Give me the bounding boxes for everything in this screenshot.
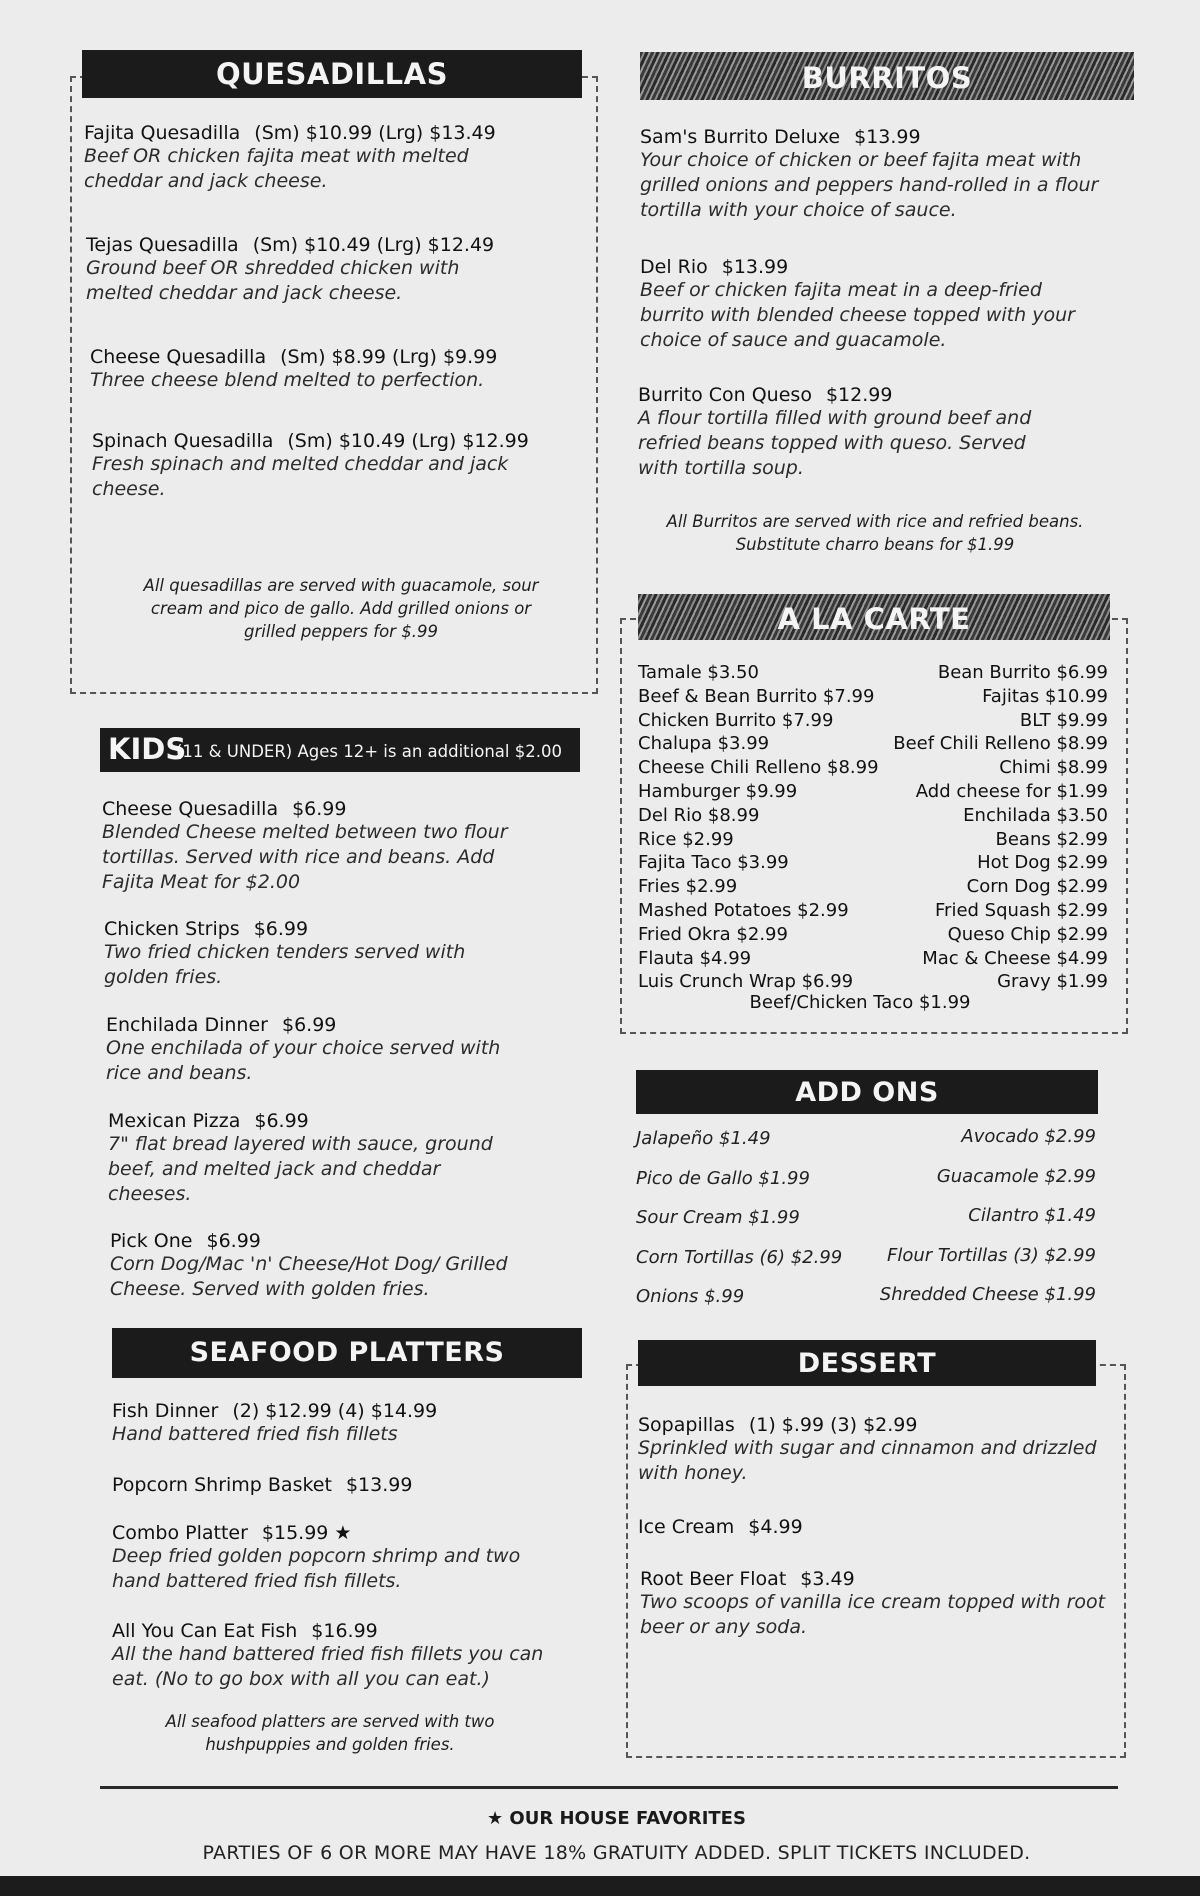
item-price: $16.99 xyxy=(311,1620,378,1642)
burritos-header: BURRITOS xyxy=(640,52,1134,100)
menu-item xyxy=(104,918,584,990)
menu-item xyxy=(102,798,582,895)
a-la-carte-item: Fries $2.99 xyxy=(638,876,738,898)
menu-item xyxy=(638,1414,1118,1486)
burritos-note: All Burritos are served with rice and refried beans. Substitute charro beans for $1.99 xyxy=(666,512,1084,554)
item-price: (2) $12.99 (4) $14.99 xyxy=(232,1400,438,1422)
a-la-carte-item: Fajitas $10.99 xyxy=(982,685,1108,707)
a-la-carte-item: Queso Chip $2.99 xyxy=(947,923,1108,945)
kids-title: KIDS xyxy=(108,732,187,766)
item-description: Two fried chicken tenders served with golden fries. xyxy=(104,941,466,988)
a-la-carte-item: Beef/Chicken Taco $1.99 xyxy=(749,992,971,1013)
item-price: $15.99 ★ xyxy=(261,1522,352,1544)
item-price: (1) $.99 (3) $2.99 xyxy=(748,1414,918,1436)
menu-item xyxy=(638,1516,1118,1538)
a-la-carte-item: Corn Dog $2.99 xyxy=(966,876,1108,898)
item-description: 7" flat bread layered with sauce, ground beef, and melted jack and cheddar cheeses. xyxy=(108,1133,493,1205)
item-name: Fajita Quesadilla xyxy=(84,122,241,144)
a-la-carte-item: Flauta $4.99 xyxy=(638,947,752,969)
dessert-header: DESSERT xyxy=(638,1340,1096,1386)
quesadillas-header: QUESADILLAS xyxy=(82,50,582,98)
add-on-item: Corn Tortillas (6) $2.99 xyxy=(636,1246,843,1268)
menu-item xyxy=(106,1014,586,1086)
item-description: Your choice of chicken or beef fajita meat with grilled onions and peppers hand-rolled in a flour tortilla with your choice of sauce. xyxy=(640,149,1099,221)
a-la-carte-header: A LA CARTE xyxy=(638,594,1110,640)
item-description: One enchilada of your choice served with rice and beans. xyxy=(106,1037,501,1084)
menu-item xyxy=(112,1474,592,1496)
add-on-item: Onions $.99 xyxy=(636,1286,745,1307)
a-la-carte-item: Fajita Taco $3.99 xyxy=(638,852,789,874)
menu-item xyxy=(90,346,590,393)
add-on-item: Flour Tortillas (3) $2.99 xyxy=(886,1244,1096,1266)
gratuity-notice: PARTIES OF 6 OR MORE MAY HAVE 18% GRATUITY ADDED. SPLIT TICKETS INCLUDED. xyxy=(202,1842,1031,1864)
item-price: $13.99 xyxy=(345,1474,413,1496)
item-price: $13.99 xyxy=(721,256,789,278)
a-la-carte-item: Chimi $8.99 xyxy=(999,757,1108,779)
menu-item xyxy=(86,234,586,306)
a-la-carte-item: Mac & Cheese $4.99 xyxy=(922,947,1108,969)
item-description: A flour tortilla filled with ground beef and refried beans topped with queso. Served with tortilla soup. xyxy=(638,407,1032,479)
a-la-carte-item: Add cheese for $1.99 xyxy=(915,781,1108,802)
add-on-item: Pico de Gallo $1.99 xyxy=(636,1167,810,1189)
a-la-carte-item: Chalupa $3.99 xyxy=(638,733,770,755)
item-name: Tejas Quesadilla xyxy=(86,234,239,256)
a-la-carte-item: Rice $2.99 xyxy=(638,828,734,850)
item-name: Mexican Pizza xyxy=(108,1110,241,1132)
item-description: All the hand battered fried fish fillets you can eat. (No to go box with all you can eat.) xyxy=(112,1643,544,1690)
item-name: Enchilada Dinner xyxy=(106,1014,268,1036)
item-description: Ground beef OR shredded chicken with melted cheddar and jack cheese. xyxy=(86,257,460,304)
item-name: Del Rio xyxy=(640,256,708,278)
item-price: $4.99 xyxy=(748,1516,803,1538)
a-la-carte-item: Del Rio $8.99 xyxy=(638,804,760,826)
item-name: All You Can Eat Fish xyxy=(112,1620,298,1642)
item-name: Fish Dinner xyxy=(112,1400,219,1422)
item-name: Chicken Strips xyxy=(104,918,240,940)
item-description: Corn Dog/Mac 'n' Cheese/Hot Dog/ Grilled Cheese. Served with golden fries. xyxy=(110,1253,508,1300)
item-name: Spinach Quesadilla xyxy=(92,430,274,452)
item-description: Beef or chicken fajita meat in a deep-fried burrito with blended cheese topped with your choice of sauce and guacamole. xyxy=(640,279,1075,351)
a-la-carte-item: Chicken Burrito $7.99 xyxy=(638,709,834,731)
a-la-carte-item: Enchilada $3.50 xyxy=(963,804,1108,826)
menu-item xyxy=(640,1568,1120,1640)
a-la-carte-item: Fried Squash $2.99 xyxy=(935,900,1108,921)
a-la-carte-item: Hamburger $9.99 xyxy=(638,781,798,802)
item-price: (Sm) $10.99 (Lrg) $13.49 xyxy=(254,122,496,144)
a-la-carte-item: Mashed Potatoes $2.99 xyxy=(638,900,849,921)
menu-item xyxy=(92,430,592,502)
item-price: $6.99 xyxy=(253,918,309,940)
a-la-carte-item: Fried Okra $2.99 xyxy=(638,923,788,945)
menu-item xyxy=(110,1230,590,1302)
item-price: (Sm) $8.99 (Lrg) $9.99 xyxy=(280,346,498,368)
item-price: $6.99 xyxy=(281,1014,337,1036)
item-price: (Sm) $10.49 (Lrg) $12.99 xyxy=(287,430,529,452)
item-name: Sopapillas xyxy=(638,1414,735,1436)
table-edge xyxy=(0,1876,1200,1896)
item-price: $12.99 xyxy=(825,384,893,406)
a-la-carte-item: Tamale $3.50 xyxy=(638,662,759,683)
item-price: $13.99 xyxy=(854,126,921,148)
menu-item xyxy=(640,126,1140,223)
add-on-item: Sour Cream $1.99 xyxy=(636,1207,800,1228)
item-description: Sprinkled with sugar and cinnamon and drizzled with honey. xyxy=(638,1437,1097,1484)
a-la-carte-item: Beans $2.99 xyxy=(995,828,1108,850)
item-price: $3.49 xyxy=(800,1568,855,1590)
item-name: Root Beer Float xyxy=(640,1568,787,1590)
add-ons-header: ADD ONS xyxy=(636,1070,1098,1114)
menu-item xyxy=(112,1620,592,1692)
item-description: Deep fried golden popcorn shrimp and two hand battered fried fish fillets. xyxy=(112,1545,521,1592)
a-la-carte-item: Gravy $1.99 xyxy=(997,971,1108,993)
menu-item xyxy=(84,122,584,194)
item-name: Cheese Quesadilla xyxy=(102,798,279,820)
item-price: $6.99 xyxy=(292,798,347,820)
house-favorites-legend: ★ OUR HOUSE FAVORITES xyxy=(487,1808,746,1829)
item-name: Cheese Quesadilla xyxy=(90,346,267,368)
add-on-item: Avocado $2.99 xyxy=(961,1126,1096,1147)
seafood-header: SEAFOOD PLATTERS xyxy=(112,1328,582,1378)
item-price: $6.99 xyxy=(254,1110,309,1132)
item-price: $6.99 xyxy=(206,1230,261,1252)
menu-item xyxy=(112,1522,592,1594)
a-la-carte-item: Bean Burrito $6.99 xyxy=(937,662,1108,683)
footer-divider xyxy=(100,1786,1118,1789)
item-name: Ice Cream xyxy=(638,1516,735,1538)
a-la-carte-item: Hot Dog $2.99 xyxy=(977,852,1108,874)
quesadillas-note: All quesadillas are served with guacamole, sour cream and pico de gallo. Add grilled onions or grilled peppers for $.99 xyxy=(143,576,539,641)
item-description: Blended Cheese melted between two flour tortillas. Served with rice and beans. Add Fajita Meat for $2.00 xyxy=(102,821,508,893)
a-la-carte-item: Luis Crunch Wrap $6.99 xyxy=(638,971,854,993)
item-description: Three cheese blend melted to perfection. xyxy=(90,369,485,391)
item-description: Hand battered fried fish fillets xyxy=(112,1423,398,1445)
item-description: Fresh spinach and melted cheddar and jack cheese. xyxy=(92,453,509,500)
item-price: (Sm) $10.49 (Lrg) $12.49 xyxy=(252,234,495,256)
item-name: Burrito Con Queso xyxy=(638,384,812,406)
kids-subtitle: (11 & UNDER) Ages 12+ is an additional $2.00 xyxy=(176,742,562,761)
item-name: Pick One xyxy=(110,1230,193,1252)
a-la-carte-item: Cheese Chili Relleno $8.99 xyxy=(638,757,879,779)
add-on-item: Cilantro $1.49 xyxy=(968,1205,1096,1226)
a-la-carte-item: Beef & Bean Burrito $7.99 xyxy=(638,685,875,707)
item-description: Beef OR chicken fajita meat with melted cheddar and jack cheese. xyxy=(84,145,469,192)
item-name: Sam's Burrito Deluxe xyxy=(640,126,841,148)
seafood-note: All seafood platters are served with two hushpuppies and golden fries. xyxy=(165,1712,495,1754)
add-on-item: Jalapeño $1.49 xyxy=(636,1128,771,1149)
menu-item xyxy=(112,1400,592,1447)
a-la-carte-item: BLT $9.99 xyxy=(1019,709,1108,731)
menu-item xyxy=(638,384,1138,481)
item-name: Combo Platter xyxy=(112,1522,248,1544)
a-la-carte-item: Beef Chili Relleno $8.99 xyxy=(893,733,1108,755)
item-name: Popcorn Shrimp Basket xyxy=(112,1474,332,1496)
item-description: Two scoops of vanilla ice cream topped with root beer or any soda. xyxy=(640,1591,1106,1638)
kids-header xyxy=(100,728,580,772)
menu-item xyxy=(108,1110,588,1207)
add-on-item: Guacamole $2.99 xyxy=(936,1165,1096,1187)
menu-item xyxy=(640,256,1140,353)
add-on-item: Shredded Cheese $1.99 xyxy=(879,1284,1096,1305)
